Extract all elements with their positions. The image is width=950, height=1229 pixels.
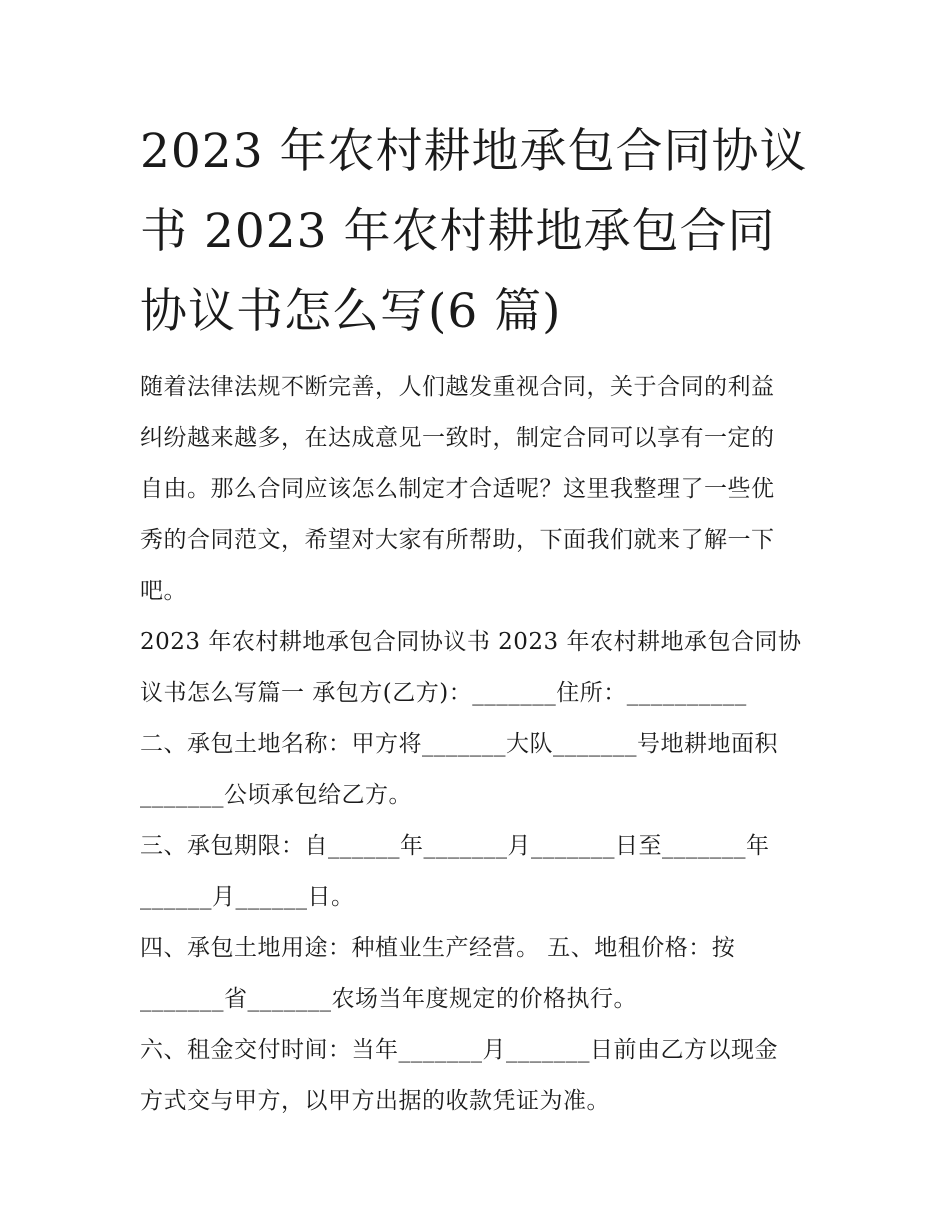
paragraph-line: ______月______日。 xyxy=(140,884,355,910)
paragraph-line: 方式交与甲方，以甲方出据的收款凭证为准。 xyxy=(140,1088,610,1114)
intro-line: 吧。 xyxy=(140,578,187,604)
title-line: 协议书怎么写(6 篇) xyxy=(140,284,562,339)
intro-paragraph xyxy=(140,362,820,617)
paragraph-line: _______省_______农场当年度规定的价格执行。 xyxy=(140,986,637,1012)
contract-term-clause xyxy=(140,821,820,923)
title-line: 书 2023 年农村耕地承包合同 xyxy=(140,204,776,259)
paragraph-line: 三、承包期限：自______年_______月_______日至_______年 xyxy=(140,833,770,859)
paragraph-line: 2023 年农村耕地承包合同协议书 2023 年农村耕地承包合同协 xyxy=(140,629,802,655)
land-use-and-rent-clause xyxy=(140,923,820,1025)
paragraph-line: 六、租金交付时间：当年_______月_______日前由乙方以现金 xyxy=(140,1037,778,1063)
intro-line: 自由。那么合同应该怎么制定才合适呢？这里我整理了一些优 xyxy=(140,476,775,502)
intro-line: 秀的合同范文，希望对大家有所帮助，下面我们就来了解一下 xyxy=(140,527,775,553)
paragraph-line: 二、承包土地名称：甲方将_______大队_______号地耕地面积 xyxy=(140,731,778,757)
paragraph-line: 议书怎么写篇一 承包方(乙方)：_______住所：__________ xyxy=(140,680,747,706)
document-title xyxy=(140,112,820,352)
paragraph-line: _______公顷承包给乙方。 xyxy=(140,782,412,808)
document-page xyxy=(140,112,820,1127)
land-name-clause xyxy=(140,719,820,821)
intro-line: 随着法律法规不断完善，人们越发重视合同，关于合同的利益 xyxy=(140,374,775,400)
paragraph-line: 四、承包土地用途：种植业生产经营。 五、地租价格：按 xyxy=(140,935,736,961)
intro-line: 纠纷越来越多，在达成意见一致时，制定合同可以享有一定的 xyxy=(140,425,775,451)
title-line: 2023 年农村耕地承包合同协议 xyxy=(140,124,808,179)
payment-time-clause xyxy=(140,1025,820,1127)
contract-opening-paragraph xyxy=(140,617,820,719)
